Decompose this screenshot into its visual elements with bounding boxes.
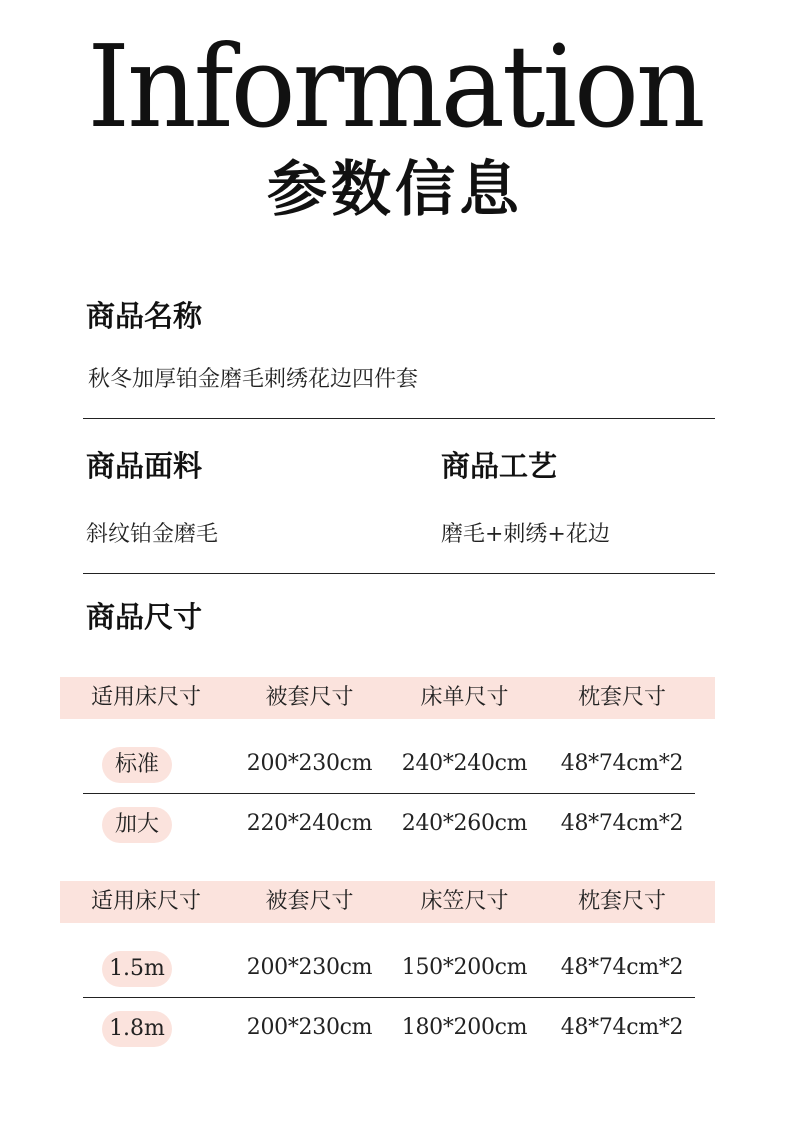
sheet-size: 240*240cm bbox=[401, 751, 528, 776]
title-chinese: 参数信息 bbox=[267, 155, 523, 225]
fitted-sheet-size: 180*200cm bbox=[401, 1015, 528, 1040]
table2-header-bed: 适用床尺寸 bbox=[90, 889, 201, 914]
duvet-size: 200*230cm bbox=[246, 751, 373, 776]
table-row bbox=[60, 945, 715, 991]
table-row bbox=[60, 741, 715, 787]
table-row bbox=[60, 801, 715, 847]
pillow-size: 48*74cm*2 bbox=[560, 751, 684, 776]
table2-header-pillow: 枕套尺寸 bbox=[577, 889, 666, 914]
pillow-size: 48*74cm*2 bbox=[560, 811, 684, 836]
table1-header bbox=[60, 677, 715, 719]
table1-header-pillow: 枕套尺寸 bbox=[577, 685, 666, 710]
divider bbox=[83, 573, 715, 574]
craft-label: 商品工艺 bbox=[441, 449, 558, 483]
pillow-size: 48*74cm*2 bbox=[560, 955, 684, 980]
bed-size-badge: 加大 bbox=[102, 807, 172, 843]
product-name-value: 秋冬加厚铂金磨毛刺绣花边四件套 bbox=[88, 367, 419, 392]
divider bbox=[83, 418, 715, 419]
title-english: Information bbox=[87, 21, 703, 154]
craft-value: 磨毛+刺绣+花边 bbox=[441, 522, 610, 547]
table2-header bbox=[60, 881, 715, 923]
divider bbox=[83, 793, 695, 794]
divider bbox=[83, 997, 695, 998]
duvet-size: 200*230cm bbox=[246, 955, 373, 980]
bed-size-badge: 1.5m bbox=[102, 951, 172, 987]
table2-header-duvet: 被套尺寸 bbox=[265, 889, 354, 914]
table1-header-bed: 适用床尺寸 bbox=[90, 685, 201, 710]
table-row bbox=[60, 1005, 715, 1051]
table1-header-duvet: 被套尺寸 bbox=[265, 685, 354, 710]
duvet-size: 220*240cm bbox=[246, 811, 373, 836]
size-label: 商品尺寸 bbox=[86, 600, 203, 634]
bed-size-badge: 1.8m bbox=[102, 1011, 172, 1047]
duvet-size: 200*230cm bbox=[246, 1015, 373, 1040]
table2-header-fitted-sheet: 床笠尺寸 bbox=[420, 889, 509, 914]
table1-header-sheet: 床单尺寸 bbox=[420, 685, 509, 710]
fabric-label: 商品面料 bbox=[86, 449, 203, 483]
product-name-label: 商品名称 bbox=[86, 299, 203, 333]
bed-size-badge: 标准 bbox=[102, 747, 172, 783]
pillow-size: 48*74cm*2 bbox=[560, 1015, 684, 1040]
fabric-value: 斜纹铂金磨毛 bbox=[86, 522, 219, 547]
fitted-sheet-size: 150*200cm bbox=[401, 955, 528, 980]
sheet-size: 240*260cm bbox=[401, 811, 528, 836]
